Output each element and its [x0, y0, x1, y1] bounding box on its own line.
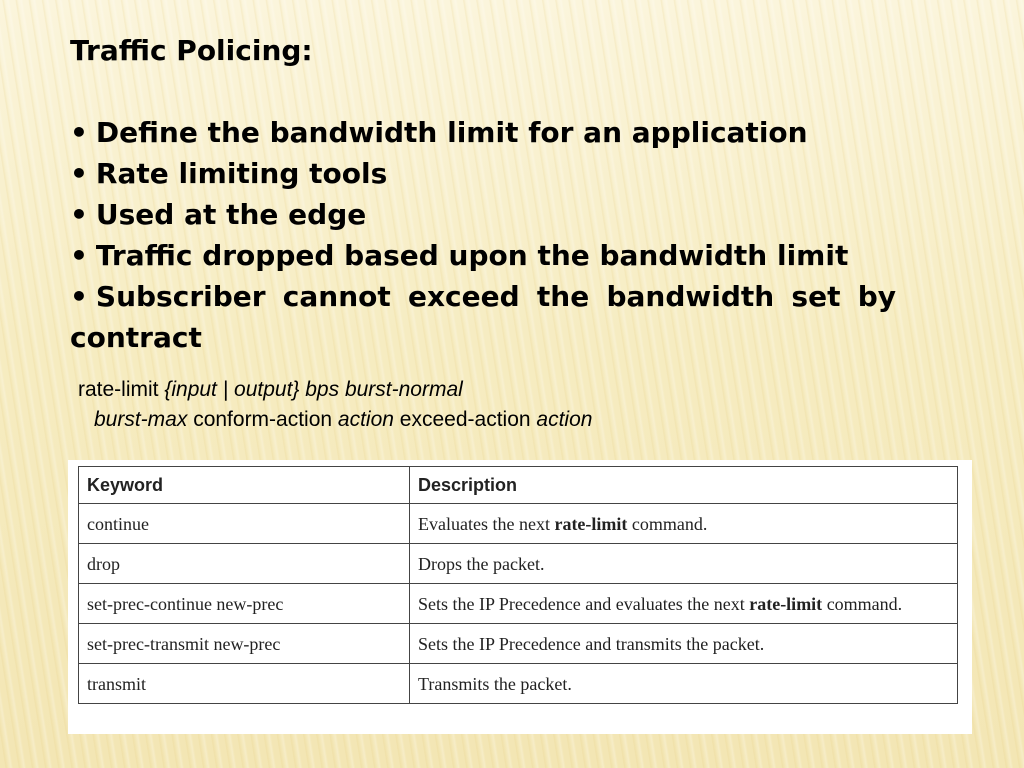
bullet-item — [70, 235, 896, 276]
keyword-table-panel — [68, 460, 972, 734]
description-text: Evaluates the next — [418, 514, 555, 534]
syntax-exceed-keyword: exceed-action — [393, 408, 537, 431]
table-row — [79, 504, 958, 544]
bullet-text: Rate limiting tools — [95, 157, 388, 190]
table-row — [79, 624, 958, 664]
description-text: command. — [627, 514, 708, 534]
bullet-icon: • — [70, 116, 88, 149]
description-cell — [410, 584, 958, 624]
bullet-icon: • — [70, 198, 88, 231]
syntax-line-1 — [78, 375, 592, 405]
description-text: Sets the IP Precedence and evaluates the next — [418, 594, 750, 614]
bullet-icon: • — [70, 239, 88, 272]
bullet-text: Traffic dropped based upon the bandwidth limit — [95, 239, 849, 272]
description-text: Drops the packet. — [418, 554, 545, 574]
syntax-command: rate-limit — [78, 378, 165, 401]
bullet-icon: • — [70, 157, 88, 190]
syntax-conform-keyword: conform-action — [187, 408, 338, 431]
keyword-cell: drop — [79, 544, 410, 584]
bullet-item — [70, 153, 896, 194]
description-command: rate-limit — [554, 514, 628, 534]
keyword-cell: set-prec-transmit new-prec — [79, 624, 410, 664]
description-cell — [410, 624, 958, 664]
bullet-item — [70, 276, 896, 358]
description-text: Transmits the packet. — [418, 674, 572, 694]
description-cell — [410, 504, 958, 544]
description-command: rate-limit — [749, 594, 823, 614]
bullet-list — [70, 112, 896, 358]
description-text: command. — [822, 594, 903, 614]
syntax-exceed-arg: action — [536, 408, 593, 431]
syntax-line-2 — [78, 405, 592, 435]
bullet-item — [70, 194, 896, 235]
syntax-conform-arg: action — [337, 408, 394, 431]
column-header-description: Description — [410, 467, 958, 504]
bullet-item — [70, 112, 896, 153]
description-text: Sets the IP Precedence and transmits the packet. — [418, 634, 765, 654]
slide-content — [70, 30, 896, 358]
keyword-cell: transmit — [79, 664, 410, 704]
column-header-keyword: Keyword — [79, 467, 410, 504]
description-cell — [410, 664, 958, 704]
bullet-icon: • — [70, 280, 88, 313]
slide-title: Traffic Policing: — [70, 34, 313, 67]
keyword-cell: continue — [79, 504, 410, 544]
description-cell — [410, 544, 958, 584]
syntax-burst-max: burst-max — [94, 408, 188, 431]
table-header-row — [79, 467, 958, 504]
table-row — [79, 544, 958, 584]
bullet-text: Subscriber cannot exceed the bandwidth set by contract — [70, 280, 896, 354]
table-row — [79, 664, 958, 704]
keyword-table — [78, 466, 958, 704]
keyword-cell: set-prec-continue new-prec — [79, 584, 410, 624]
table-row — [79, 584, 958, 624]
bullet-text: Used at the edge — [95, 198, 367, 231]
command-syntax — [78, 375, 592, 435]
syntax-arguments: {input | output} bps burst-normal — [164, 378, 463, 401]
bullet-text: Define the bandwidth limit for an application — [95, 116, 808, 149]
